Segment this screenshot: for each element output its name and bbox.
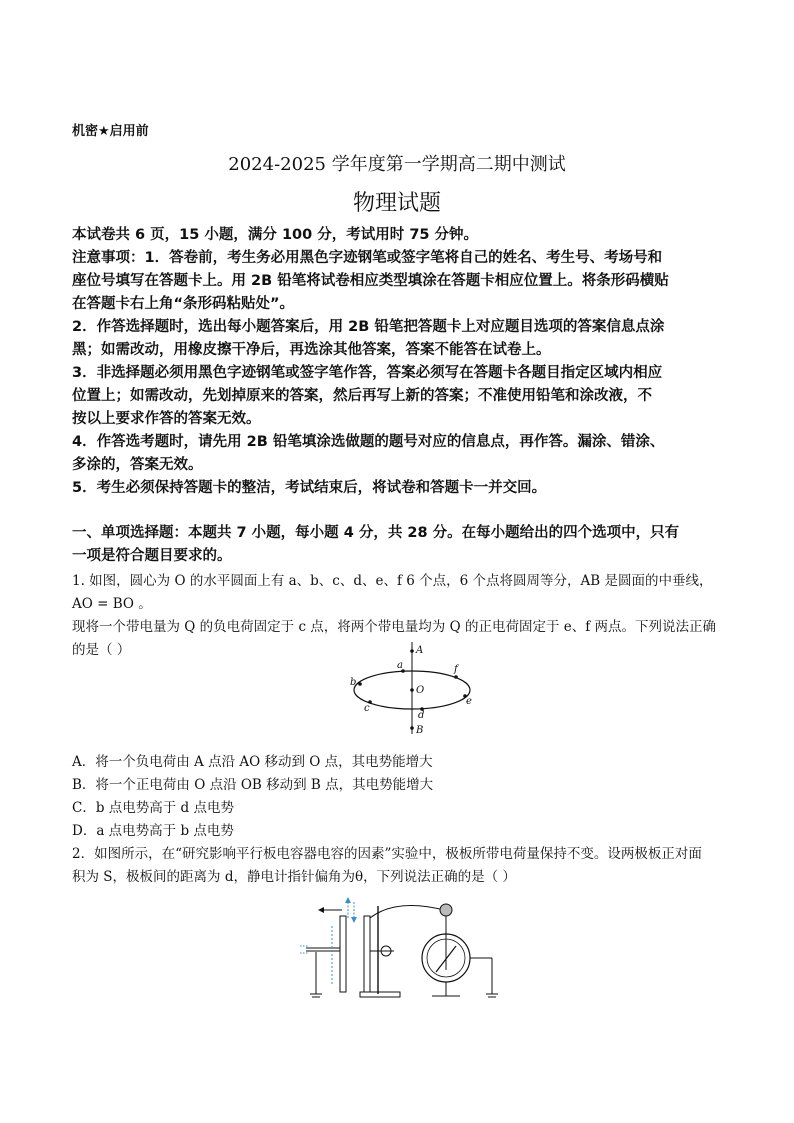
q1-line: 的是（ ） [72, 642, 131, 658]
q1-option-a: A．将一个负电荷由 A 点沿 AO 移动到 O 点，其电势能增大 [72, 754, 433, 770]
notes-line: 5．考生必须保持答题卡的整洁，考试结束后，将试卷和答题卡一并交回。 [72, 480, 547, 496]
left-plate [340, 916, 346, 992]
stand-base [360, 992, 400, 997]
confidential-mark: 机密★启用前 [72, 124, 149, 139]
section-line: 一项是符合题目要求的。 [72, 548, 232, 564]
label-e: e [466, 696, 472, 707]
label-O: O [416, 685, 425, 696]
notes-line: 在答题卡右上角“条形码粘贴处”。 [72, 296, 295, 312]
point-f [454, 675, 458, 679]
label-f: f [454, 664, 458, 675]
notes-line: 2．作答选择题时，选出每小题答案后，用 2B 铅笔把答题卡上对应题目选项的答案信息点涂 [72, 319, 665, 335]
notes-line: 按以上要求作答的答案无效。 [72, 411, 261, 427]
point-b-lower [410, 726, 414, 730]
label-a: a [397, 660, 403, 671]
q2-line: 积为 S，极板间的距离为 d，静电计指针偏角为θ，下列说法正确的是（ ） [72, 869, 516, 885]
section-line: 一、单项选择题：本题共 7 小题，每小题 4 分，共 28 分。在每小题给出的四个选项中，只有 [72, 525, 680, 541]
label-B: B [416, 725, 424, 736]
notes-line: 3．非选择题必须用黑色字迹钢笔或签字笔作答，答案必须写在答题卡各题目指定区域内相应 [72, 365, 663, 381]
notes-line: 位置上；如需改动，先划掉原来的答案，然后再写上新的答案；不准使用铅笔和涂改液，不 [72, 388, 652, 404]
q1-line: 现将一个带电量为 Q 的负电荷固定于 c 点，将两个带电量均为 Q 的正电荷固定于 e、f 两点。下列说法正确 [72, 619, 717, 635]
right-plate [364, 916, 370, 992]
question-2-figure [296, 896, 506, 1008]
question-1-figure [340, 638, 480, 738]
q1-option-b: B．将一个正电荷由 O 点沿 OB 移动到 B 点，其电势能增大 [72, 777, 434, 793]
notes-line: 注意事项：1．答卷前，考生务必用黑色字迹钢笔或签字笔将自己的姓名、考生号、考场号和 [72, 250, 663, 266]
notes-line: 4．作答选考题时，请先用 2B 铅笔填涂选做题的题号对应的信息点，再作答。漏涂、错涂、 [72, 434, 665, 450]
label-c: c [364, 703, 370, 714]
q1-line: 1. 如图，圆心为 O 的水平圆面上有 a、b、c、d、e、f 6 个点，6 个点将圆周等分，AB 是圆面的中垂线，AO = BO 。 [72, 573, 713, 612]
question-2-stem [72, 843, 727, 889]
label-d: d [418, 710, 425, 721]
exam-title: 2024-2025 学年度第一学期高二期中测试 [228, 154, 566, 175]
arrow-down-head [351, 917, 357, 923]
arrow-up-head [345, 897, 351, 903]
subject-title: 物理试题 [352, 191, 441, 216]
notes-line: 多涂的，答案无效。 [72, 457, 203, 473]
point-a-upper [410, 649, 414, 653]
label-A: A [416, 645, 424, 656]
notes-line: 座位号填写在答题卡上。用 2B 铅笔将试卷相应类型填涂在答题卡相应位置上。将条形码横贴 [72, 273, 669, 289]
point-b [358, 682, 362, 686]
connecting-wire [370, 906, 444, 919]
q2-line: 2．如图所示，在“研究影响平行板电容器电容的因素”实验中，极板所带电荷量保持不变。设两极板正对面 [72, 846, 702, 862]
arrow-left-head [318, 907, 324, 913]
exam-notes [72, 224, 727, 500]
q1-option-c: C．b 点电势高于 d 点电势 [72, 800, 234, 816]
point-o [410, 688, 414, 692]
notes-summary: 本试卷共 6 页，15 小题，满分 100 分，考试用时 75 分钟。 [72, 227, 479, 243]
electrometer-ball [440, 904, 452, 916]
label-b: b [350, 677, 357, 688]
section-heading [72, 522, 727, 568]
q1-option-d: D．a 点电势高于 b 点电势 [72, 823, 234, 839]
notes-line: 黑；如需改动，用橡皮擦干净后，再选涂其他答案，答案不能答在试卷上。 [72, 342, 551, 358]
